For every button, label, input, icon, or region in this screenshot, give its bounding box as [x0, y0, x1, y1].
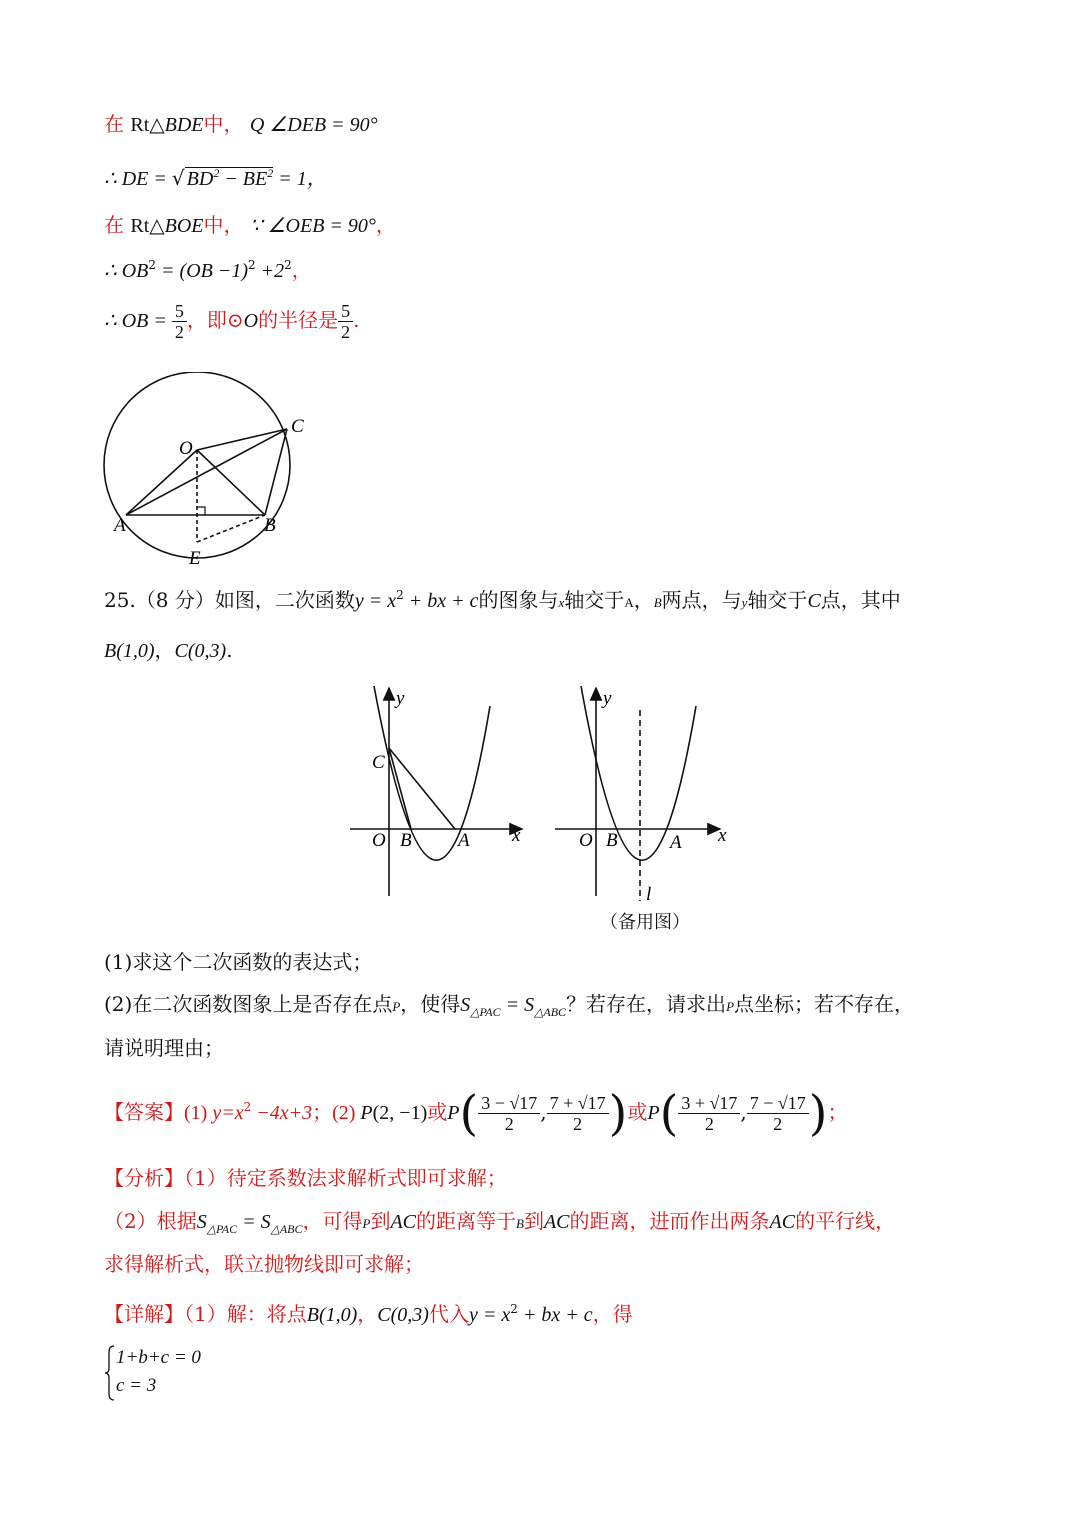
right-label-o: O [579, 830, 593, 851]
label-o: O [179, 438, 193, 459]
line-rt-bde [104, 110, 378, 139]
text-such-that: ，使得 [400, 992, 461, 1016]
text-rt: Rt△ [130, 114, 165, 136]
text-comma2: ， [592, 1302, 613, 1326]
math-p: P [362, 1216, 371, 1231]
ans-or: 或 [427, 1100, 448, 1124]
text-parallel: 的平行线， [795, 1209, 896, 1233]
text-ob-eq: ∴ OB = [104, 310, 172, 332]
text-minus-be: − BE [219, 168, 268, 190]
paren-close: ) [808, 1085, 828, 1142]
paren-close: ) [608, 1085, 628, 1142]
circle-figure [95, 372, 315, 572]
analysis-line2 [104, 1207, 895, 1238]
ans-semicolon: ； [827, 1100, 848, 1124]
analysis-tag: 【分析】 [104, 1166, 184, 1190]
text-graph: 的图象与 [478, 588, 559, 612]
label-b: B [264, 515, 276, 536]
math-c-coord: C(0,3) [174, 640, 227, 662]
math-eq-s: = S [237, 1211, 271, 1233]
text-draw-two: 的距离，进而作出两条 [569, 1209, 770, 1233]
text-comma: ， [633, 588, 654, 612]
text-eq-1: = 1， [273, 168, 327, 190]
math-b-coord: B(1,0) [306, 1304, 358, 1326]
right-label-b: B [606, 830, 618, 851]
text-according: （2）根据 [104, 1209, 197, 1233]
frac-y2: $\frac{7 - √17}{2}$ [747, 1093, 809, 1134]
math-bx-c: + bx + c [517, 1304, 593, 1326]
math-x: x [558, 595, 565, 610]
text-distance-equals: 的距离等于 [416, 1209, 517, 1233]
text-comma: ， [154, 638, 175, 662]
detail-line [104, 1300, 633, 1329]
math-b-coord: B(1,0) [104, 640, 155, 662]
text-o: O [243, 310, 259, 332]
math-b: B [653, 595, 662, 610]
math-y: y [741, 595, 748, 610]
left-label-b: B [400, 830, 412, 851]
ans-p: P [360, 1102, 373, 1124]
text-rt2: Rt△ [130, 215, 165, 237]
exp: 2 [284, 258, 292, 272]
text-axis-meet: 轴交于 [564, 588, 625, 612]
text-angle-deb: Q ∠DEB = 90° [249, 114, 378, 136]
exp-2: 2 [213, 166, 220, 180]
math-a: A [624, 595, 634, 610]
exp: 2 [396, 588, 404, 602]
exp: 2 [148, 258, 157, 272]
text-zhong2: 中， [203, 213, 244, 237]
left-label-c: C [372, 752, 385, 773]
line-ob-equation [104, 256, 312, 285]
segment-ac [126, 429, 287, 515]
right-label-y: y [603, 688, 612, 709]
sub-question-2-cont: 请说明理由； [104, 1036, 224, 1060]
equation-2: c = 3 [116, 1375, 157, 1396]
detail-tag: 【详解】 [104, 1302, 184, 1326]
sub-pac: △PAC [206, 1222, 238, 1236]
math-c: C [807, 590, 821, 612]
math-s: S [460, 994, 471, 1016]
exp: 2 [510, 1302, 518, 1316]
question-25-line2 [104, 636, 233, 665]
frac-x2: $\frac{3 + √17}{2}$ [678, 1093, 740, 1134]
math-s: S [196, 1211, 207, 1233]
math-c-coord: C(0,3) [377, 1304, 429, 1326]
segment-oc [197, 429, 287, 450]
line-rt-boe [104, 211, 396, 240]
analysis-line3: 求得解析式，联立抛物线即可求解； [104, 1252, 424, 1276]
fraction-5-2b: $\frac{5}{2}$ [338, 301, 353, 342]
text-zhong: 中， [203, 112, 244, 136]
text-zai: 在 [104, 112, 124, 136]
left-label-a: A [458, 830, 470, 851]
answer-tag: 【答案】 [104, 1100, 184, 1124]
left-label-o: O [372, 830, 386, 851]
segment-ca [389, 748, 455, 829]
line-de-value [104, 164, 327, 193]
text-q25-intro: 25.（8 分）如图，二次函数 [104, 588, 355, 612]
comma: , [540, 1100, 547, 1124]
math-ac3: AC [769, 1211, 796, 1233]
text-therefore-de: ∴ DE = [104, 168, 172, 190]
math-b: B [516, 1216, 524, 1231]
text-get: 得 [612, 1302, 633, 1326]
analysis-line1 [104, 1164, 507, 1192]
math-p2: P [726, 999, 735, 1014]
paren-open: ( [459, 1085, 479, 1142]
text-if-exists: ？若存在，请求出 [566, 992, 727, 1016]
text-comma: ， [291, 258, 312, 282]
sub-pac: △PAC [470, 1005, 501, 1019]
label-e: E [189, 548, 201, 569]
text-point-where: 点，其中 [820, 588, 901, 612]
sqrt-sign: √ [171, 166, 185, 190]
math-bx-c: + bx + c [403, 590, 479, 612]
text-comma: ， [375, 213, 396, 237]
answer-line [104, 1085, 848, 1142]
text-two-points: 两点，与 [661, 588, 742, 612]
right-label-a: A [670, 832, 682, 853]
fraction-5-2: $\frac{5}{2}$ [172, 301, 187, 342]
ans-point-2-neg1: (2, −1) [372, 1102, 428, 1124]
text-period: . [353, 308, 360, 332]
text-bde: BDE [164, 114, 204, 136]
text-plus-2: +2 [255, 260, 285, 282]
left-parabola [374, 686, 490, 860]
ans-or2: 或 [627, 1100, 648, 1124]
sub-abc: △ABC [534, 1005, 567, 1019]
analysis-text1: （1）待定系数法求解析式即可求解； [184, 1166, 507, 1190]
text-bd: BD [186, 168, 214, 190]
equation-1: 1+b+c = 0 [116, 1347, 201, 1368]
text-period: . [226, 638, 233, 662]
ans-p2: P [447, 1102, 460, 1124]
label-a: A [114, 515, 126, 536]
ans-minus-4x: −4x+3 [251, 1102, 313, 1124]
text-into: 代入 [428, 1302, 469, 1326]
right-angle-mark [197, 507, 205, 515]
text-ob-minus-1: = (OB −1) [156, 260, 249, 282]
frac-x1: $\frac{3 - √17}{2}$ [478, 1093, 540, 1134]
math-eq-s: = S [500, 994, 535, 1016]
segment-bc [265, 429, 287, 515]
sub-question-2 [104, 990, 914, 1021]
left-label-y: y [396, 688, 405, 709]
math-ac2: AC [543, 1211, 570, 1233]
text-radius: 的半径是 [258, 308, 339, 332]
text-zai2: 在 [104, 213, 124, 237]
sqrt-body [185, 167, 274, 190]
label-l: l [646, 884, 652, 905]
parabola-figures [340, 686, 740, 936]
segment-cb [389, 748, 411, 829]
ans-part2: ；(2) [312, 1102, 361, 1124]
frac-y1: $\frac{7 + √17}{2}$ [547, 1093, 609, 1134]
sub-question-1: (1)求这个二次函数的表达式； [104, 950, 373, 974]
math-y-eq-x: y = x [468, 1304, 511, 1326]
text-ob: ∴ OB [104, 260, 149, 282]
right-label-x: x [718, 825, 727, 846]
text-coords: 点坐标；若不存在， [734, 992, 915, 1016]
exp: 2 [248, 258, 256, 272]
text-comma: ， [357, 1302, 378, 1326]
exp: 2 [243, 1100, 252, 1114]
text-to: 到 [370, 1209, 391, 1233]
text-to2: 到 [523, 1209, 544, 1233]
sub-abc: △ABC [270, 1222, 303, 1236]
math-ac: AC [390, 1211, 417, 1233]
left-label-x: x [512, 825, 521, 846]
brace-icon [104, 1344, 116, 1402]
text-boe: BOE [164, 215, 204, 237]
figure-caption: （备用图） [600, 912, 690, 933]
math-p: P [392, 999, 401, 1014]
label-c: C [291, 416, 304, 437]
text-axis-meet2: 轴交于 [747, 588, 808, 612]
line-ob-result [104, 298, 359, 343]
question-25-line1 [104, 586, 901, 617]
text-angle-oeb: ∵ ∠OEB = 90° [249, 215, 376, 237]
text-obtain: ，可得 [302, 1209, 363, 1233]
ans-y-eq-x: y=x [212, 1102, 244, 1124]
text-substitute: （1）解：将点 [184, 1302, 307, 1326]
ans-p3: P [647, 1102, 660, 1124]
exp-2b: 2 [267, 166, 274, 180]
ans-part1: (1) [184, 1102, 213, 1124]
text-exists: (2)在二次函数图象上是否存在点 [104, 992, 393, 1016]
comma: , [740, 1100, 747, 1124]
text-ji: ，即⊙ [186, 308, 244, 332]
paren-open: ( [659, 1085, 679, 1142]
math-y-eq-x: y = x [354, 590, 397, 612]
